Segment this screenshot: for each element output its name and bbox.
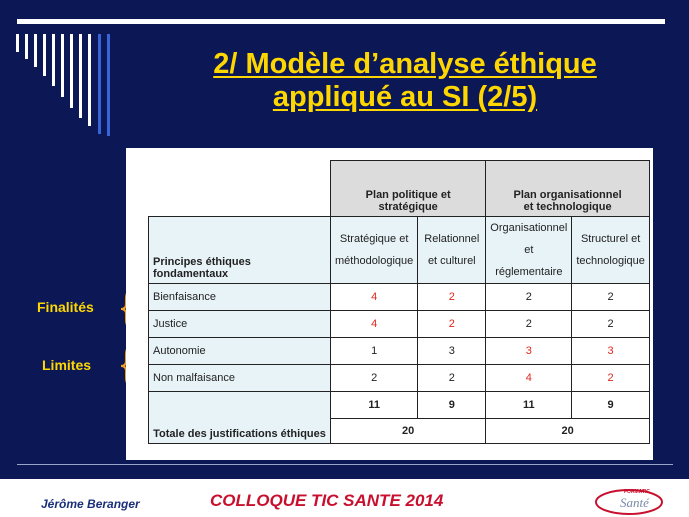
total-value: 11: [486, 392, 572, 419]
footer-author: Jérôme Beranger: [41, 497, 140, 511]
subheader-relationnel: Relationnel et culturel: [418, 217, 486, 284]
title-line-2: appliqué au SI (2/5): [272, 81, 538, 113]
formatic-sante-logo-icon: [594, 484, 664, 516]
subheader-organisationnel: Organisationnel et réglementaire: [486, 217, 572, 284]
limites-label: Limites: [42, 357, 92, 373]
decorative-stripes: [16, 34, 112, 136]
table-row: Bienfaisance 4 2 2 2: [149, 284, 650, 311]
group-total-organisational: 20: [486, 419, 650, 444]
subheader-structurel: Structurel et technologique: [572, 217, 650, 284]
table-row: Non malfaisance 2 2 4 2: [149, 365, 650, 392]
total-value: 9: [418, 392, 486, 419]
group-header-political: Plan politique et stratégique: [331, 161, 486, 217]
footer-event-title: COLLOQUE TIC SANTE 2014: [210, 491, 444, 510]
principles-header: Principes éthiques fondamentaux: [149, 217, 331, 284]
total-value: 11: [331, 392, 418, 419]
title-line-1: 2/ Modèle d’analyse éthique: [213, 48, 597, 80]
svg-text:Santé: Santé: [620, 495, 649, 510]
bottom-rule: [17, 464, 673, 465]
finalites-label: Finalités: [37, 299, 94, 315]
table-row: Autonomie 1 3 3 3: [149, 338, 650, 365]
subheader-strategique: Stratégique et méthodologique: [331, 217, 418, 284]
group-total-political: 20: [331, 419, 486, 444]
totals-label: Totale des justifications éthiques: [149, 392, 331, 444]
ethics-table-image: [126, 148, 653, 460]
table-row: Justice 4 2 2 2: [149, 311, 650, 338]
group-header-organisational: Plan organisationnel et technologique: [486, 161, 650, 217]
total-value: 9: [572, 392, 650, 419]
slide-title: [150, 48, 660, 114]
top-rule: [17, 19, 665, 24]
ethics-table: [148, 160, 650, 444]
svg-text:FORMATIC: FORMATIC: [624, 489, 651, 495]
